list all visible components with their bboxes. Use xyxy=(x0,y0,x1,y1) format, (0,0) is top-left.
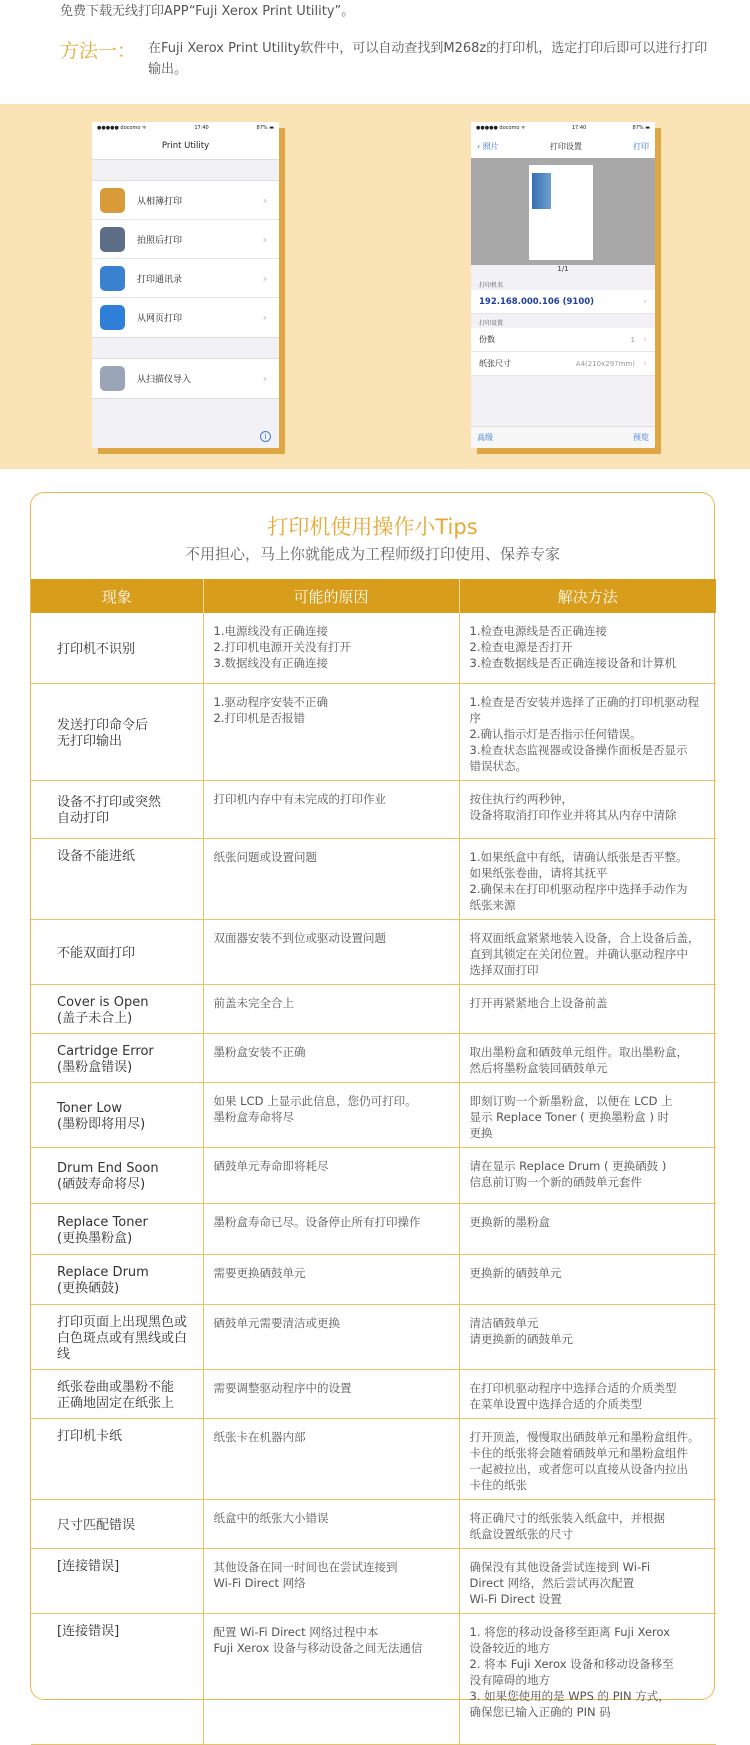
menu-item[interactable] xyxy=(92,298,279,337)
solution-cell: 更换新的墨粉盒 xyxy=(459,1203,716,1254)
tips-title: 打印机使用操作小Tips xyxy=(267,515,478,539)
menu-item[interactable] xyxy=(92,181,279,220)
tips-subtitle: 不用担心，马上你就能成为工程师级打印使用、保养专家 xyxy=(184,545,560,563)
chevron-right-icon: › xyxy=(262,232,267,246)
info-icon[interactable]: i xyxy=(260,431,271,442)
phone-print-utility xyxy=(92,122,279,448)
battery: 87% ▬ xyxy=(256,125,274,131)
solution-cell: 将正确尺寸的纸张装入纸盒中，并根据 纸盒设置纸张的尺寸 xyxy=(459,1499,716,1548)
back-button[interactable]: ‹ 照片 xyxy=(477,141,499,151)
table-row xyxy=(31,1369,716,1418)
solution-cell: 请在显示 Replace Drum ( 更换硒鼓 ) 信息前订购一个新的硒鼓单元套件 xyxy=(459,1147,716,1203)
symptom-cell: 纸张卷曲或墨粉不能 正确地固定在纸张上 xyxy=(31,1369,203,1418)
solution-cell: 清洁硒鼓单元 请更换新的硒鼓单元 xyxy=(459,1304,716,1369)
tips-panel xyxy=(30,492,715,1719)
solution-cell: 按住执行约两秒钟， 设备将取消打印作业并将其从内存中清除 xyxy=(459,780,716,838)
cause-cell: 墨粉盒安装不正确 xyxy=(203,1033,459,1082)
web-icon xyxy=(100,305,125,330)
table-row xyxy=(31,984,716,1033)
chevron-right-icon: › xyxy=(262,271,267,285)
menu-item[interactable] xyxy=(92,359,279,398)
menu-item-label: 打印通讯录 xyxy=(137,274,183,285)
solution-cell: 取出墨粉盒和硒鼓单元组件。取出墨粉盒， 然后将墨粉盒装回硒鼓单元 xyxy=(459,1033,716,1082)
menu-item-label: 从相簿打印 xyxy=(137,196,183,207)
solution-cell: 打开顶盖，慢慢取出硒鼓单元和墨粉盒组件。 卡住的纸张将会随着硒鼓单元和墨粉盒组件 一起被拉出，或者您可以直接从设备内拉出 卡住的纸张 xyxy=(459,1418,716,1499)
cause-cell: 如果 LCD 上显示此信息，您仍可打印。 墨粉盒寿命将尽 xyxy=(203,1082,459,1147)
symptom-cell: Cartridge Error (墨粉盒错误) xyxy=(31,1033,203,1082)
cause-cell: 需要调整驱动程序中的设置 xyxy=(203,1369,459,1418)
cause-cell: 其他设备在同一时间也在尝试连接到 Wi-Fi Direct 网络 xyxy=(203,1548,459,1613)
printer-select[interactable] xyxy=(471,290,655,314)
header-cause: 可能的原因 xyxy=(203,579,459,613)
table-row xyxy=(31,1499,716,1548)
cause-cell: 硒鼓单元寿命即将耗尽 xyxy=(203,1147,459,1203)
table-row xyxy=(31,1548,716,1613)
table-row xyxy=(31,613,716,683)
chevron-right-icon: › xyxy=(643,334,647,345)
symptom-cell: [连接错误] xyxy=(31,1613,203,1744)
solution-cell: 在打印机驱动程序中选择合适的介质类型 在菜单设置中选择合适的介质类型 xyxy=(459,1369,716,1418)
download-intro: 免费下载无线打印APP“Fuji Xerox Print Utility”。 xyxy=(60,4,355,19)
header-solution: 解决方法 xyxy=(459,579,716,613)
symptom-cell: Drum End Soon (硒鼓寿命将尽) xyxy=(31,1147,203,1203)
cause-cell: 前盖未完全合上 xyxy=(203,984,459,1033)
table-row xyxy=(31,1082,716,1147)
page-indicator: 1/1 xyxy=(471,265,655,276)
table-row xyxy=(31,1613,716,1744)
symptom-cell: 发送打印命令后 无打印输出 xyxy=(31,683,203,780)
solution-cell: 1. 将您的移动设备移至距离 Fuji Xerox 设备较近的地方 2. 将本 Fuji Xerox 设备和移动设备移至 没有障碍的地方 3. 如果您使用的是 WPS 的 PIN 方式， 确保您已输入正确的 PIN 码 xyxy=(459,1613,716,1744)
method-text: 在Fuji Xerox Print Utility软件中，可以自动查找到M268z的打印机，选定打印后即可以进行打印输出。 xyxy=(148,41,708,77)
solution-cell: 1.检查是否安装并选择了正确的打印机驱动程序 2.确认指示灯是否指示任何错误。 3.检查状态监视器或设备操作面板是否显示 错误状态。 xyxy=(459,683,716,780)
advanced-button[interactable]: 高级 xyxy=(477,433,493,442)
symptom-cell: Replace Drum (更换硒鼓) xyxy=(31,1254,203,1304)
solution-cell: 打开再紧紧地合上设备前盖 xyxy=(459,984,716,1033)
scanner-icon xyxy=(100,366,125,391)
camera-icon xyxy=(100,227,125,252)
nav-title: 打印设置 xyxy=(549,141,582,151)
menu-item-label: 拍照后打印 xyxy=(137,235,183,246)
symptom-cell: 设备不能进纸 xyxy=(31,838,203,919)
symptom-cell: 尺寸匹配错误 xyxy=(31,1499,203,1548)
battery: 87% ▬ xyxy=(632,125,650,131)
menu-item[interactable] xyxy=(92,220,279,259)
copies-label: 份数 xyxy=(479,335,495,344)
bottom-toolbar xyxy=(471,426,655,448)
method-label: 方法一： xyxy=(60,40,137,62)
contacts-icon xyxy=(100,266,125,291)
chevron-right-icon: › xyxy=(643,358,647,369)
paper-size-label: 纸张尺寸 xyxy=(479,359,511,368)
preview-paper xyxy=(529,165,593,260)
clock: 17:40 xyxy=(194,125,209,131)
preview-image xyxy=(532,173,551,209)
table-row xyxy=(31,919,716,984)
solution-cell: 更换新的硒鼓单元 xyxy=(459,1254,716,1304)
table-row xyxy=(31,780,716,838)
chevron-right-icon: › xyxy=(262,193,267,207)
menu-item-label: 从扫描仪导入 xyxy=(137,375,192,385)
table-header xyxy=(31,579,716,613)
solution-cell: 1.检查电源线是否正确连接 2.检查电源是否打开 3.检查数据线是否正确连接设备和计算机 xyxy=(459,613,716,683)
paper-size-row[interactable] xyxy=(471,352,655,376)
chevron-right-icon: › xyxy=(262,372,267,385)
phone-print-settings xyxy=(471,122,655,448)
clock: 17:40 xyxy=(571,125,587,131)
back-label: 照片 xyxy=(482,141,499,151)
page-preview xyxy=(471,158,655,265)
carrier: ●●●●● docomo ᯤ xyxy=(476,125,526,131)
symptom-cell: 打印机卡纸 xyxy=(31,1418,203,1499)
chevron-right-icon: › xyxy=(262,311,267,324)
symptom-cell: 打印机不识别 xyxy=(31,613,203,683)
cause-cell: 1.电源线没有正确连接 2.打印机电源开关没有打开 3.数据线没有正确连接 xyxy=(203,613,459,683)
table-row xyxy=(31,838,716,919)
cause-cell: 纸张问题或设置问题 xyxy=(203,838,459,919)
solution-cell: 即刻订购一个新墨粉盒，以便在 LCD 上 显示 Replace Toner ( 更换墨粉盒 ) 时 更换 xyxy=(459,1082,716,1147)
cause-cell: 1.驱动程序安装不正确 2.打印机是否报错 xyxy=(203,683,459,780)
menu-group-scanner xyxy=(92,358,279,399)
symptom-cell: 不能双面打印 xyxy=(31,919,203,984)
carrier: ●●●●● docomo ᯤ xyxy=(97,125,147,131)
symptom-cell: Replace Toner (更换墨粉盒) xyxy=(31,1203,203,1254)
cause-cell: 纸张卡在机器内部 xyxy=(203,1418,459,1499)
photos-icon xyxy=(100,188,125,213)
cause-cell: 硒鼓单元需要清洁或更换 xyxy=(203,1304,459,1369)
nav-bar xyxy=(471,134,655,158)
table-row xyxy=(31,1304,716,1369)
symptom-cell: 设备不打印或突然 自动打印 xyxy=(31,780,203,838)
copies-value: 1 xyxy=(630,335,635,344)
solution-cell: 1.如果纸盒中有纸，请确认纸张是否平整。 如果纸张卷曲，请将其抚平 2.确保未在打印机驱动程序中选择手动作为 纸张来源 xyxy=(459,838,716,919)
cause-cell: 打印机内存中有未完成的打印作业 xyxy=(203,780,459,838)
section-print-settings: 打印设置 xyxy=(479,320,504,327)
troubleshooting-table xyxy=(31,579,716,1745)
print-button[interactable]: 打印 xyxy=(633,141,649,151)
printer-ip: 192.168.000.106 (9100) xyxy=(479,296,595,307)
solution-cell: 将双面纸盒紧紧地装入设备，合上设备后盖， 直到其锁定在关闭位置。并确认驱动程序中 选择双面打印 xyxy=(459,919,716,984)
table-row xyxy=(31,1203,716,1254)
paper-size-value: A4(210x297mm) xyxy=(575,359,635,368)
table-row xyxy=(31,1033,716,1082)
copies-row[interactable] xyxy=(471,328,655,352)
status-bar xyxy=(471,122,655,134)
table-row xyxy=(31,1254,716,1304)
menu-item-label: 从网页打印 xyxy=(137,314,183,324)
symptom-cell: Cover is Open (盖子未合上) xyxy=(31,984,203,1033)
cause-cell: 纸盒中的纸张大小错误 xyxy=(203,1499,459,1548)
chevron-right-icon: › xyxy=(643,296,647,307)
solution-cell: 确保没有其他设备尝试连接到 Wi-Fi Direct 网络，然后尝试再次配置 Wi-Fi Direct 设置 xyxy=(459,1548,716,1613)
symptom-cell: [连接错误] xyxy=(31,1548,203,1613)
cause-cell: 需要更换硒鼓单元 xyxy=(203,1254,459,1304)
cause-cell: 墨粉盒寿命已尽。设备停止所有打印操作 xyxy=(203,1203,459,1254)
symptom-cell: 打印页面上出现黑色或 白色斑点或有黑线或白线 xyxy=(31,1304,203,1369)
table-row xyxy=(31,683,716,780)
symptom-cell: Toner Low (墨粉即将用尽) xyxy=(31,1082,203,1147)
table-row xyxy=(31,1147,716,1203)
header-symptom: 现象 xyxy=(31,579,203,613)
preview-button[interactable]: 预览 xyxy=(633,433,649,442)
status-bar xyxy=(92,122,279,134)
section-printer-name: 打印机名 xyxy=(479,282,504,289)
table-row xyxy=(31,1418,716,1499)
menu-group xyxy=(92,180,279,338)
menu-item[interactable] xyxy=(92,259,279,298)
cause-cell: 配置 Wi-Fi Direct 网络过程中本 Fuji Xerox 设备与移动设备之间无法通信 xyxy=(203,1613,459,1744)
cause-cell: 双面器安装不到位或驱动设置问题 xyxy=(203,919,459,984)
nav-title: Print Utility xyxy=(92,134,279,160)
